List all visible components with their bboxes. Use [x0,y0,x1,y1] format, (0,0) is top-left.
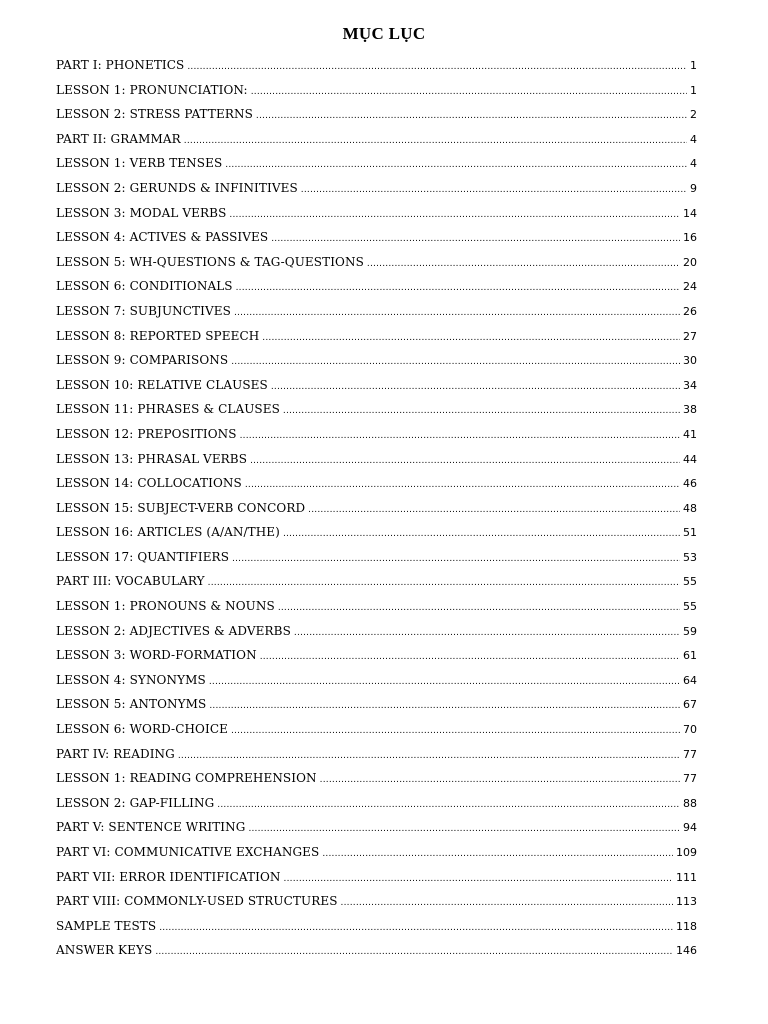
dot-leader [256,106,687,126]
toc-entry-page-number: 61 [683,649,697,663]
toc-entry-label: LESSON 5: WH-QUESTIONS & TAG-QUESTIONS [56,254,364,269]
toc-entry-label: LESSON 3: WORD-FORMATION [56,648,257,663]
toc-entry-label: LESSON 5: ANTONYMS [56,697,207,712]
toc-entry-page-number: 55 [683,600,697,614]
dot-leader [322,844,673,864]
toc-entry-label: LESSON 2: STRESS PATTERNS [56,107,253,122]
toc-entry[interactable] [56,940,697,965]
toc-entry[interactable] [56,55,697,80]
toc-entry-label: LESSON 8: REPORTED SPEECH [56,328,260,343]
toc-entry-label: PART I: PHONETICS [56,58,185,72]
toc-entry[interactable] [56,301,697,326]
dot-leader [271,377,680,397]
dot-leader [250,451,680,471]
toc-entry[interactable] [56,916,697,941]
toc-entry[interactable] [56,867,697,892]
toc-entry-page-number: 113 [676,895,697,909]
dot-leader [231,352,680,372]
toc-entry[interactable] [56,891,697,916]
toc-entry-page-number: 77 [683,747,697,761]
dot-leader [248,819,680,839]
table-of-contents [56,55,697,965]
dot-leader [231,721,680,741]
toc-entry-page-number: 24 [683,280,697,294]
dot-leader [294,623,680,643]
toc-entry[interactable] [56,80,697,105]
dot-leader [245,475,680,495]
toc-entry-label: LESSON 1: PRONOUNS & NOUNS [56,599,275,614]
toc-entry-page-number: 77 [683,772,697,786]
toc-entry-page-number: 51 [683,526,697,540]
dot-leader [217,795,680,815]
dot-leader [251,82,687,102]
toc-entry-label: LESSON 14: COLLOCATIONS [56,476,242,491]
dot-leader [240,426,680,446]
toc-entry[interactable] [56,744,697,769]
dot-leader [184,131,687,151]
toc-entry-page-number: 67 [683,698,697,712]
toc-entry-label: PART VII: ERROR IDENTIFICATION [56,869,281,884]
dot-leader [236,278,680,298]
toc-entry-page-number: 59 [683,624,697,638]
dot-leader [209,672,680,692]
toc-entry-page-number: 38 [683,403,697,417]
toc-entry-label: LESSON 17: QUANTIFIERS [56,549,230,564]
toc-entry-label: LESSON 12: PREPOSITIONS [56,426,237,441]
toc-entry-page-number: 26 [683,304,697,318]
dot-leader [283,401,680,421]
toc-entry[interactable] [56,498,697,523]
toc-entry[interactable] [56,227,697,252]
toc-entry-label: LESSON 1: PRONUNCIATION: [56,82,248,97]
toc-entry-label: LESSON 9: COMPARISONS [56,353,229,368]
toc-entry[interactable] [56,793,697,818]
toc-entry-page-number: 94 [683,821,697,835]
toc-entry-page-number: 4 [690,132,697,146]
toc-entry[interactable] [56,104,697,129]
toc-entry-page-number: 1 [690,83,697,97]
toc-entry[interactable] [56,571,697,596]
toc-entry[interactable] [56,719,697,744]
toc-entry[interactable] [56,203,697,228]
dot-leader [229,205,680,225]
dot-leader [178,746,680,766]
toc-entry-page-number: 44 [683,452,697,466]
toc-entry-page-number: 41 [683,427,697,441]
dot-leader [283,524,680,544]
toc-entry[interactable] [56,129,697,154]
toc-entry-page-number: 118 [676,919,697,933]
toc-entry-page-number: 55 [683,575,697,589]
dot-leader [278,598,680,618]
dot-leader [262,328,680,348]
toc-entry-label: LESSON 1: READING COMPREHENSION [56,771,317,786]
toc-entry-page-number: 30 [683,354,697,368]
toc-entry-page-number: 70 [683,723,697,737]
toc-entry[interactable] [56,596,697,621]
toc-entry[interactable] [56,768,697,793]
toc-entry-label: LESSON 6: WORD-CHOICE [56,722,228,737]
dot-leader [225,155,687,175]
dot-leader [301,180,687,200]
toc-entry[interactable] [56,670,697,695]
toc-entry[interactable] [56,252,697,277]
toc-entry-label: LESSON 2: GAP-FILLING [56,795,215,810]
dot-leader [341,893,673,913]
dot-leader [234,303,680,323]
toc-entry-label: SAMPLE TESTS [56,918,157,933]
page-title: MỤC LỤC [342,24,426,43]
toc-entry-page-number: 111 [676,870,697,884]
toc-entry-page-number: 48 [683,501,697,515]
dot-leader [155,942,673,962]
toc-entry-label: LESSON 2: GERUNDS & INFINITIVES [56,180,298,195]
toc-entry[interactable] [56,424,697,449]
toc-entry-page-number: 9 [690,181,697,195]
dot-leader [260,647,680,667]
toc-entry[interactable] [56,350,697,375]
dot-leader [209,696,680,716]
dot-leader [308,500,680,520]
toc-entry-label: PART V: SENTENCE WRITING [56,820,246,835]
toc-entry[interactable] [56,645,697,670]
toc-entry[interactable] [56,153,697,178]
toc-entry-label: LESSON 11: PHRASES & CLAUSES [56,402,280,417]
toc-entry-label: LESSON 15: SUBJECT-VERB CONCORD [56,500,306,515]
dot-leader [232,549,680,569]
toc-entry[interactable] [56,449,697,474]
toc-entry-page-number: 53 [683,550,697,564]
dot-leader [271,229,680,249]
toc-entry-label: LESSON 3: MODAL VERBS [56,205,227,220]
toc-entry-page-number: 146 [676,944,697,958]
toc-entry[interactable] [56,178,697,203]
toc-entry-page-number: 1 [690,59,697,72]
dot-leader [284,869,673,889]
toc-entry-label: PART VI: COMMUNICATIVE EXCHANGES [56,845,320,859]
toc-entry-label: LESSON 4: ACTIVES & PASSIVES [56,230,269,245]
toc-entry-label: LESSON 10: RELATIVE CLAUSES [56,377,268,392]
toc-entry[interactable] [56,276,697,301]
toc-entry-page-number: 64 [683,673,697,687]
toc-entry-page-number: 46 [683,477,697,491]
toc-entry[interactable] [56,399,697,424]
toc-entry-page-number: 88 [683,796,697,810]
dot-leader [187,57,687,77]
toc-entry-label: LESSON 4: SYNONYMS [56,672,206,687]
toc-entry-label: LESSON 1: VERB TENSES [56,156,223,171]
toc-entry-page-number: 2 [690,108,697,122]
toc-entry-label: LESSON 7: SUBJUNCTIVES [56,303,231,318]
toc-entry-page-number: 4 [690,157,697,171]
toc-entry[interactable] [56,817,697,842]
toc-entry-label: LESSON 2: ADJECTIVES & ADVERBS [56,623,291,638]
toc-entry[interactable] [56,621,697,646]
dot-leader [208,573,680,593]
toc-entry-label: ANSWER KEYS [56,943,153,958]
dot-leader [320,770,680,790]
toc-entry-page-number: 16 [683,231,697,245]
toc-entry[interactable] [56,375,697,400]
toc-entry-label: LESSON 16: ARTICLES (A/AN/THE) [56,525,280,540]
toc-entry[interactable] [56,547,697,572]
toc-entry-page-number: 27 [683,329,697,343]
toc-entry[interactable] [56,694,697,719]
toc-entry-page-number: 20 [683,255,697,269]
toc-entry-label: PART III: VOCABULARY [56,574,205,589]
toc-entry-label: PART IV: READING [56,746,175,761]
toc-entry[interactable] [56,473,697,498]
toc-entry-label: PART II: GRAMMAR [56,131,181,146]
dot-leader [367,254,680,274]
toc-entry-label: PART VIII: COMMONLY-USED STRUCTURES [56,894,338,909]
toc-entry-page-number: 34 [683,378,697,392]
toc-entry-page-number: 109 [676,846,697,859]
toc-entry[interactable] [56,842,697,867]
toc-entry[interactable] [56,326,697,351]
toc-entry-label: LESSON 6: CONDITIONALS [56,279,233,294]
toc-entry-page-number: 14 [683,206,697,220]
toc-entry[interactable] [56,522,697,547]
dot-leader [159,918,673,938]
toc-entry-label: LESSON 13: PHRASAL VERBS [56,451,248,466]
